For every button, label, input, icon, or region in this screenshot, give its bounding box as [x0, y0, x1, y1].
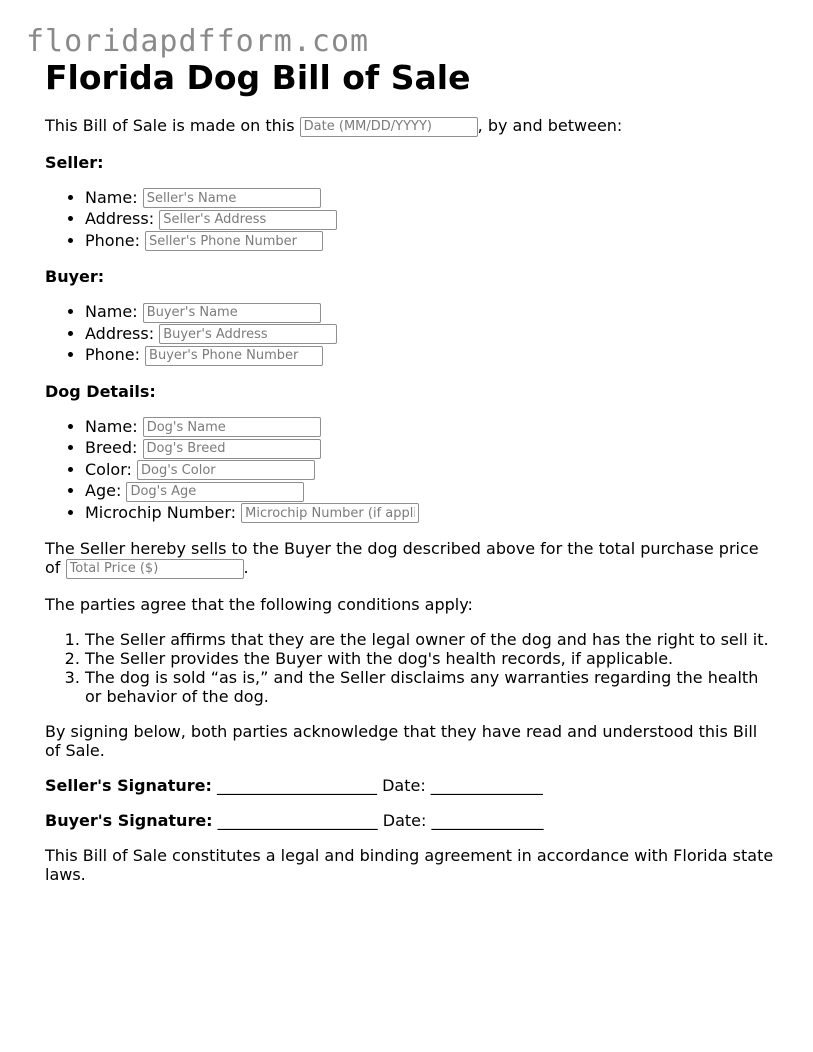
list-item: [85, 344, 775, 366]
list-item: [85, 187, 775, 209]
dog-microchip-input[interactable]: [241, 503, 419, 523]
buyer-name-input[interactable]: [143, 303, 321, 323]
seller-address-label: Address:: [85, 209, 155, 228]
sale-text-end: .: [243, 558, 249, 577]
seller-phone-input[interactable]: [145, 231, 323, 251]
list-item: [85, 301, 775, 323]
conditions-intro: The parties agree that the following conditions apply:: [45, 594, 473, 614]
dog-breed-label: Breed:: [85, 438, 138, 457]
acknowledge-paragraph: By signing below, both parties acknowledge that they have read and understood this Bill of Sale.: [45, 721, 758, 760]
seller-phone-label: Phone:: [85, 230, 140, 250]
list-item: 3. The dog is sold “as is,” and the Seller disclaims any warranties regarding the health or behavior of the dog.: [85, 668, 775, 706]
intro-text-end: , by and between:: [477, 116, 623, 135]
list-item: [85, 459, 775, 481]
conditions-list: [45, 630, 775, 706]
date-input[interactable]: [300, 117, 478, 137]
buyer-signature-label: Buyer's Signature:: [45, 810, 213, 830]
document-body: [45, 116, 775, 884]
buyer-address-input[interactable]: [159, 324, 337, 344]
buyer-signature-blanks: ____________________ Date: ______________: [217, 810, 544, 830]
dog-age-input[interactable]: [126, 482, 304, 502]
list-item: [85, 230, 775, 252]
watermark-text: floridapdfform.com: [26, 24, 370, 59]
dog-breed-input[interactable]: [143, 439, 321, 459]
seller-heading: Seller:: [45, 152, 104, 172]
dog-color-label: Color:: [85, 459, 132, 479]
dog-microchip-label: Microchip Number:: [85, 502, 237, 522]
list-item: [85, 437, 775, 459]
sale-text: The Seller hereby sells to the Buyer the dog described above for the total purchase price of: [45, 539, 759, 577]
seller-signature-blanks: ____________________ Date: ______________: [217, 775, 543, 795]
dog-heading: Dog Details:: [45, 381, 156, 401]
total-price-input[interactable]: [66, 559, 244, 579]
buyer-heading: Buyer:: [45, 267, 105, 286]
buyer-address-label: Address:: [85, 323, 155, 343]
seller-signature-line: [45, 776, 775, 795]
sale-paragraph: [45, 539, 775, 579]
list-item: [85, 208, 775, 230]
dog-list: [45, 416, 775, 524]
intro-text: This Bill of Sale is made on this: [45, 116, 295, 135]
list-item: [85, 416, 775, 438]
seller-list: [45, 187, 775, 252]
seller-name-label: Name:: [85, 187, 138, 207]
seller-name-input[interactable]: [143, 188, 321, 208]
seller-address-input[interactable]: [159, 210, 337, 230]
list-item: 2. The Seller provides the Buyer with the dog's health records, if applicable.: [85, 649, 775, 668]
dog-age-label: Age:: [85, 481, 122, 500]
dog-name-label: Name:: [85, 416, 138, 436]
buyer-phone-label: Phone:: [85, 345, 140, 364]
seller-signature-label: Seller's Signature:: [45, 775, 212, 795]
list-item: [85, 323, 775, 345]
buyer-phone-input[interactable]: [145, 346, 323, 366]
closing-paragraph: This Bill of Sale constitutes a legal and binding agreement in accordance with Florida state laws.: [45, 845, 774, 884]
list-item: [85, 480, 775, 502]
dog-color-input[interactable]: [137, 460, 315, 480]
list-item: 1. The Seller affirms that they are the legal owner of the dog and has the right to sell it.: [85, 630, 775, 649]
buyer-signature-line: [45, 811, 775, 830]
dog-name-input[interactable]: [143, 417, 321, 437]
buyer-list: [45, 301, 775, 366]
list-item: [85, 502, 775, 524]
buyer-name-label: Name:: [85, 302, 138, 321]
page-title: Florida Dog Bill of Sale: [45, 58, 471, 97]
intro-paragraph: [45, 116, 775, 137]
